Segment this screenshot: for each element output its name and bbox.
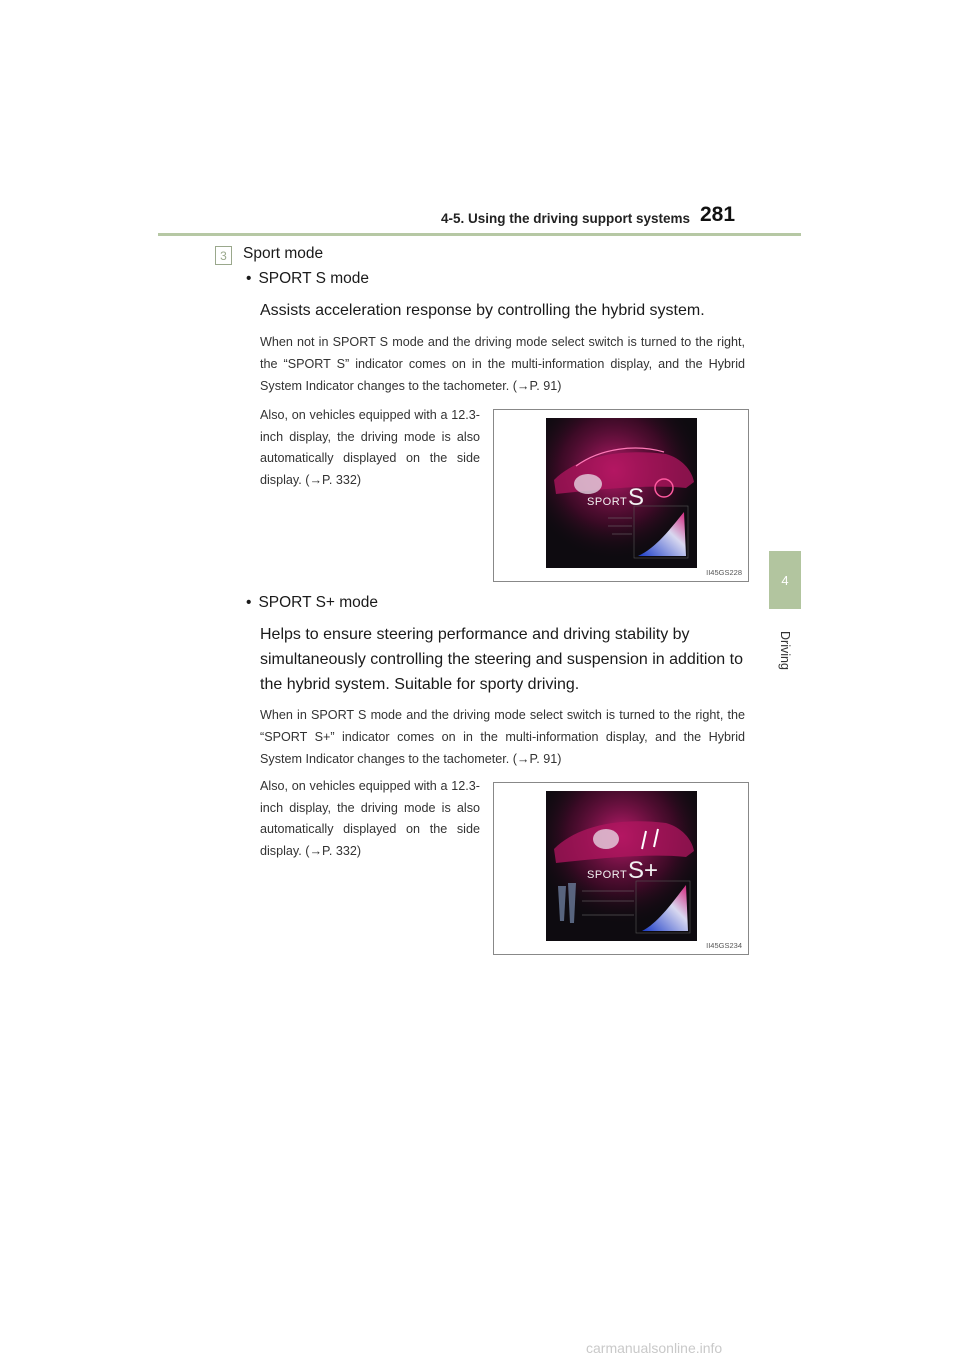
car-glow-graphic	[546, 791, 697, 941]
bullet-dot: •	[246, 594, 252, 611]
screen-mode-letter: S+	[628, 857, 659, 884]
sport-s-illustration	[493, 409, 749, 582]
step-number-marker: 3	[215, 246, 232, 265]
sport-s-screen	[546, 418, 697, 568]
chapter-label: Driving	[778, 630, 792, 670]
sport-s-plus-screen	[546, 791, 697, 941]
footer-watermark: carmanualsonline.info	[586, 1340, 723, 1356]
bullet-label: SPORT S mode	[258, 270, 369, 287]
header-divider	[158, 233, 801, 236]
sport-s-detail: When not in SPORT S mode and the driving mode select switch is turned to the right, the “SPORT S” indicator comes on in the multi-information display, and the Hybrid System Indicator changes to the tachometer. (→P. 91)	[260, 335, 745, 393]
bullet-dot: •	[246, 270, 252, 287]
sport-s-display-note: Also, on vehicles equipped with a 12.3-inch display, the driving mode is also automatically displayed on the side display. (→P. 332)	[260, 408, 480, 487]
page-number: 281	[700, 203, 736, 226]
screen-sport-word: SPORT	[587, 496, 628, 508]
image-code: II45GS228	[706, 568, 742, 577]
bullet-label: SPORT S+ mode	[258, 594, 379, 611]
car-glow-graphic	[546, 418, 697, 568]
bullet-sport-s-plus	[246, 594, 378, 612]
sport-s-plus-detail: When in SPORT S mode and the driving mode select switch is turned to the right, the “SPORT S+” indicator comes on in the multi-information display, and the Hybrid System Indicator changes to the tachometer. (→P. 91)	[260, 708, 745, 766]
image-code: II45GS234	[706, 941, 742, 950]
running-header: 4-5. Using the driving support systems	[440, 211, 690, 226]
section-title: Sport mode	[243, 245, 324, 262]
sport-s-plus-illustration	[493, 782, 749, 955]
sport-s-plus-display-note: Also, on vehicles equipped with a 12.3-inch display, the driving mode is also automatically displayed on the side display. (→P. 332)	[260, 779, 480, 858]
screen-sport-word: SPORT	[587, 869, 628, 881]
sport-s-plus-description: Helps to ensure steering performance and driving stability by simultaneously controlling the steering and suspension in addition to the hybrid system. Suitable for sporty driving.	[260, 626, 743, 693]
chapter-tab: 4	[769, 551, 801, 609]
bullet-sport-s	[246, 270, 369, 288]
sport-s-description: Assists acceleration response by controlling the hybrid system.	[260, 302, 705, 319]
screen-mode-letter: S	[628, 484, 645, 511]
